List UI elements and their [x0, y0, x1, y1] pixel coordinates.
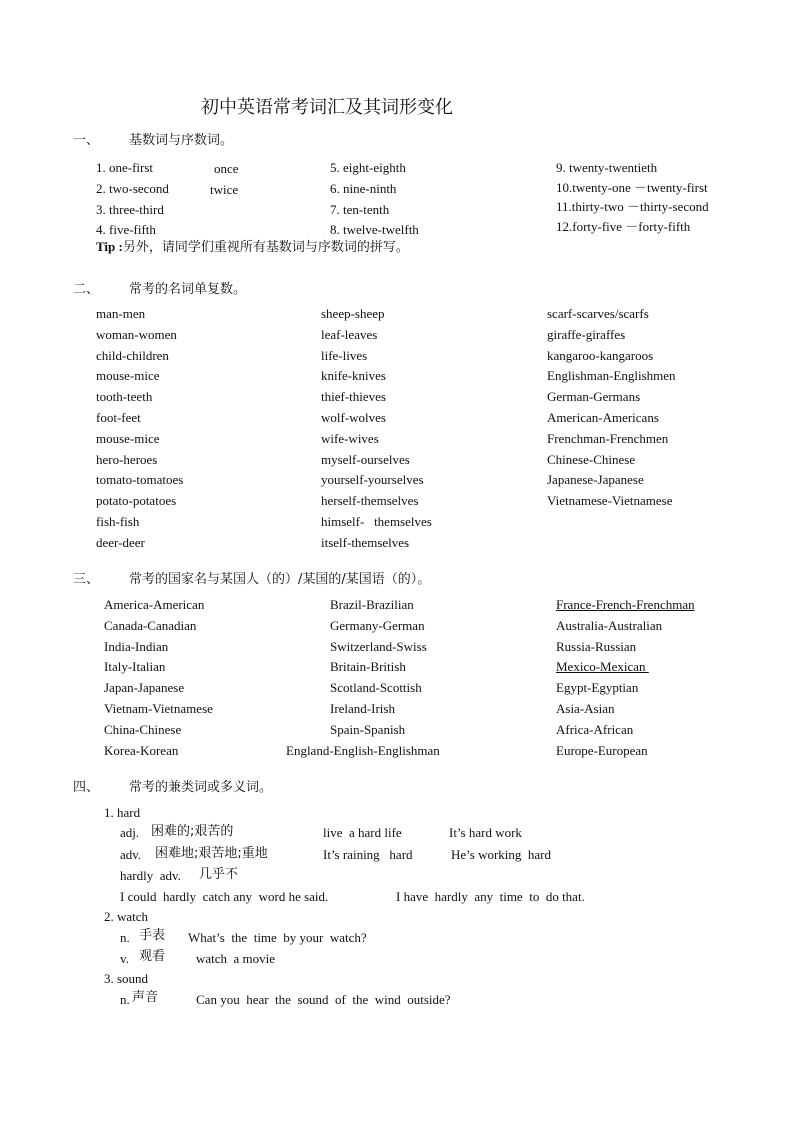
list-item: England-English-Englishman: [286, 743, 440, 758]
list-item: myself-ourselves: [321, 451, 410, 467]
list-item: American-Americans: [547, 409, 659, 425]
cardinal-ordinal-col-2: [330, 158, 419, 241]
sound-n-pos: n.: [120, 992, 130, 1007]
list-item: scarf-scarves/scarfs: [547, 306, 649, 321]
list-item: woman-women: [96, 326, 177, 342]
list-item: mouse-mice: [96, 368, 160, 384]
list-item: Japan-Japanese: [104, 680, 185, 696]
country-col-3: [556, 595, 695, 761]
list-item: Egypt-Egyptian: [556, 680, 639, 696]
hard-adj-meaning: 困难的;艰苦的: [151, 824, 234, 839]
list-item: Korea-Korean: [104, 742, 179, 758]
list-item: France-French-Frenchman: [556, 597, 695, 612]
list-item: Frenchman-Frenchmen: [547, 430, 669, 446]
twice-word: twice: [210, 182, 239, 197]
list-item: Chinese-Chinese: [547, 451, 636, 467]
tip-text: 另外，请同学们重视所有基数词与序数词的拼写。: [122, 240, 409, 255]
list-item: 4. five-fifth: [96, 222, 156, 238]
tip-line: [96, 240, 409, 254]
list-item: kangaroo-kangaroos: [547, 347, 654, 363]
list-item: knife-knives: [321, 368, 386, 384]
hardly-pos: hardly adv.: [120, 868, 181, 883]
plural-col-1: [96, 304, 183, 554]
hardly-example-1: I could hardly catch any word he said.: [120, 889, 329, 904]
watch-n-meaning: 手表: [139, 928, 166, 943]
section-3-number: 三、: [73, 572, 100, 587]
country-col-2: [330, 595, 427, 741]
list-item: 2. two-second: [96, 180, 169, 196]
list-item: Europe-European: [556, 742, 648, 758]
list-item: 9. twenty-twentieth: [556, 160, 658, 175]
list-item: Mexico-Mexican: [556, 659, 649, 675]
watch-n-example: What’s the time by your watch?: [188, 930, 367, 945]
hard-adv-meaning: 困难地;艰苦地;重地: [155, 846, 268, 861]
list-item: child-children: [96, 347, 169, 363]
word-hard-label: 1. hard: [104, 805, 141, 820]
watch-v-pos: v.: [120, 951, 129, 966]
section-1-heading: 基数词与序数词。: [129, 133, 234, 148]
list-item: Russia-Russian: [556, 638, 637, 654]
hard-adj-example-1: live a hard life: [323, 825, 402, 840]
list-item: wolf-wolves: [321, 409, 386, 425]
list-item: Canada-Canadian: [104, 617, 197, 633]
list-item: German-Germans: [547, 389, 641, 405]
hard-adj-example-2: It’s hard work: [449, 825, 522, 840]
list-item: China-Chinese: [104, 721, 182, 737]
list-item: Vietnamese-Vietnamese: [547, 493, 673, 509]
list-item: Switzerland-Swiss: [330, 638, 427, 654]
watch-n-pos: n.: [120, 930, 130, 945]
list-item: hero-heroes: [96, 451, 158, 467]
list-item: America-American: [104, 597, 205, 612]
list-item: 6. nine-ninth: [330, 180, 397, 196]
list-item: thief-thieves: [321, 389, 386, 405]
list-item: Asia-Asian: [556, 700, 615, 716]
list-item: 8. twelve-twelfth: [330, 222, 419, 238]
list-item: Italy-Italian: [104, 659, 166, 675]
hard-adv-example-1: It’s raining hard: [323, 847, 413, 862]
list-item: Australia-Australian: [556, 617, 663, 633]
list-item: tomato-tomatoes: [96, 472, 184, 488]
watch-v-example: watch a movie: [196, 951, 276, 966]
list-item: 11.thirty-two －thirty-second: [556, 199, 709, 214]
list-item: Japanese-Japanese: [547, 472, 644, 488]
list-item: Vietnam-Vietnamese: [104, 700, 213, 716]
list-item: foot-feet: [96, 409, 141, 425]
hard-adv-example-2: He’s working hard: [451, 847, 552, 862]
hard-adj-pos: adj.: [120, 825, 140, 840]
section-2-heading: 常考的名词单复数。: [129, 282, 247, 297]
tip-label: Tip :: [96, 239, 123, 254]
list-item: Germany-German: [330, 617, 425, 633]
list-item: 7. ten-tenth: [330, 201, 390, 217]
list-item: Spain-Spanish: [330, 721, 406, 737]
list-item: sheep-sheep: [321, 306, 385, 321]
list-item: Brazil-Brazilian: [330, 597, 414, 612]
list-item: Africa-African: [556, 721, 634, 737]
list-item: himself- themselves: [321, 513, 432, 529]
section-4-number: 四、: [73, 780, 100, 795]
list-item: Englishman-Englishmen: [547, 368, 676, 384]
list-item: tooth-teeth: [96, 389, 153, 405]
list-item: yourself-yourselves: [321, 472, 424, 488]
list-item: 5. eight-eighth: [330, 160, 406, 175]
watch-v-meaning: 观看: [139, 949, 166, 964]
list-item: leaf-leaves: [321, 326, 378, 342]
hardly-meaning: 几乎不: [199, 867, 239, 882]
list-item: 3. three-third: [96, 201, 164, 217]
list-item: fish-fish: [96, 513, 140, 529]
section-4-heading: 常考的兼类词或多义词。: [129, 780, 273, 795]
word-watch-label: 2. watch: [104, 909, 149, 924]
list-item: itself-themselves: [321, 534, 410, 550]
page-title: 初中英语常考词汇及其词形变化: [201, 97, 453, 118]
list-item: man-men: [96, 306, 146, 321]
list-item: herself-themselves: [321, 493, 419, 509]
plural-col-3: [547, 304, 676, 512]
sound-n-meaning: 声音: [132, 990, 159, 1005]
list-item: India-Indian: [104, 638, 169, 654]
section-2-number: 二、: [73, 282, 100, 297]
cardinal-ordinal-col-3: [556, 158, 709, 236]
country-col-1: [104, 595, 213, 761]
list-item: deer-deer: [96, 534, 145, 550]
section-3-heading: 常考的国家名与某国人（的）/某国的/某国语（的）。: [129, 572, 431, 587]
hardly-example-2: I have hardly any time to do that.: [396, 889, 585, 904]
list-item: 10.twenty-one －twenty-first: [556, 179, 708, 195]
section-1-number: 一、: [73, 133, 100, 148]
list-item: Ireland-Irish: [330, 700, 395, 716]
list-item: giraffe-giraffes: [547, 326, 626, 342]
cardinal-ordinal-col-1: [96, 158, 169, 241]
word-sound-label: 3. sound: [104, 971, 149, 986]
list-item: Britain-British: [330, 659, 406, 675]
sound-n-example: Can you hear the sound of the wind outside?: [196, 992, 451, 1007]
once-word: once: [214, 161, 239, 176]
list-item: potato-potatoes: [96, 493, 177, 509]
plural-col-2: [321, 304, 432, 554]
list-item: 12.forty-five －forty-fifth: [556, 218, 691, 234]
list-item: Scotland-Scottish: [330, 680, 422, 696]
hard-adv-pos: adv.: [120, 847, 142, 862]
list-item: 1. one-first: [96, 160, 154, 175]
list-item: wife-wives: [321, 430, 379, 446]
list-item: mouse-mice: [96, 430, 160, 446]
list-item: life-lives: [321, 347, 368, 363]
